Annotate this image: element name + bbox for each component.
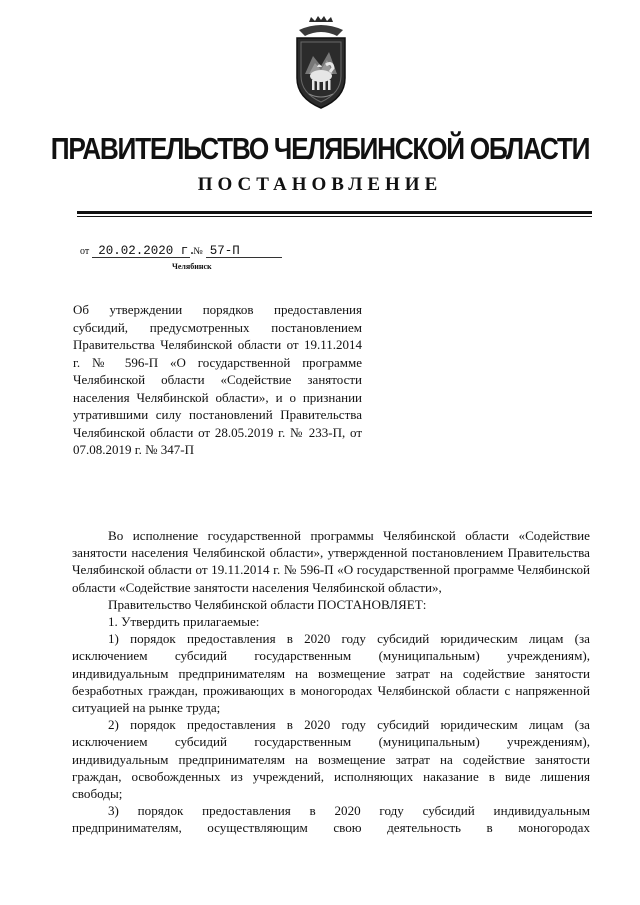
body-paragraph: Во исполнение государственной программы Челябинской области «Содействие занятости населения Челябинской области», утвержденной постановлением Правительства Челябинской области от 19.11.2014 г. № 596-П «О государственной программе Челябинской области «Содействие занятости населения Челябинской области», bbox=[72, 528, 590, 595]
city-label: Челябинск bbox=[172, 262, 212, 271]
body-paragraph: 1. Утвердить прилагаемые: bbox=[108, 614, 260, 630]
header-rule-thin bbox=[77, 216, 592, 217]
chelyabinsk-coat-of-arms-icon bbox=[293, 16, 349, 112]
header-rule-thick bbox=[77, 211, 592, 214]
number-prefix: № bbox=[193, 246, 203, 257]
body-paragraph: 1) порядок предоставления в 2020 году субсидий юридическим лицам (за исключением субсидий государственным (муниципальным) учреждениям), индивидуальным предпринимателям на возмещение затрат на содействие занятости безработных граждан, проживающих в моногородах Челябинской области с напряженной ситуацией на рынке труда; bbox=[72, 631, 590, 716]
document-type: ПОСТАНОВЛЕНИЕ bbox=[197, 174, 443, 195]
body-paragraph: Правительство Челябинской области ПОСТАНОВЛЯЕТ: bbox=[108, 596, 427, 612]
date-number-line bbox=[80, 243, 282, 258]
body-paragraph: 2) порядок предоставления в 2020 году субсидий юридическим лицам (за исключением субсидий государственным (муниципальным) учреждениям), индивидуальным предпринимателям на возмещение затрат на содействие занятости граждан, освобожденных из учреждений, исполняющих наказание в виде лишения свободы; bbox=[72, 717, 590, 802]
document-date: 20.02.2020 г. bbox=[92, 245, 190, 258]
body-paragraph: 3) порядок предоставления в 2020 году субсидий индивидуальным предпринимателям, осуществляющим свою деятельность в моногородах bbox=[72, 803, 590, 836]
document-number: 57-П bbox=[206, 245, 282, 258]
document-body bbox=[72, 527, 590, 837]
government-title: ПРАВИТЕЛЬСТВО ЧЕЛЯБИНСКОЙ ОБЛАСТИ bbox=[50, 132, 590, 166]
date-prefix: от bbox=[80, 246, 90, 257]
document-subject: Об утверждении порядков предоставления субсидий, предусмотренных постановлением Правительства Челябинской области от 19.11.2014 г. № 596-П «О государственной программе Челябинской области «Содействие занятости населения Челябинской области», и о признании утратившими силу постановлений Правительства Челябинской области от 28.05.2019 г. № 233-П, от 07.08.2019 г. № 347-П bbox=[73, 302, 362, 457]
